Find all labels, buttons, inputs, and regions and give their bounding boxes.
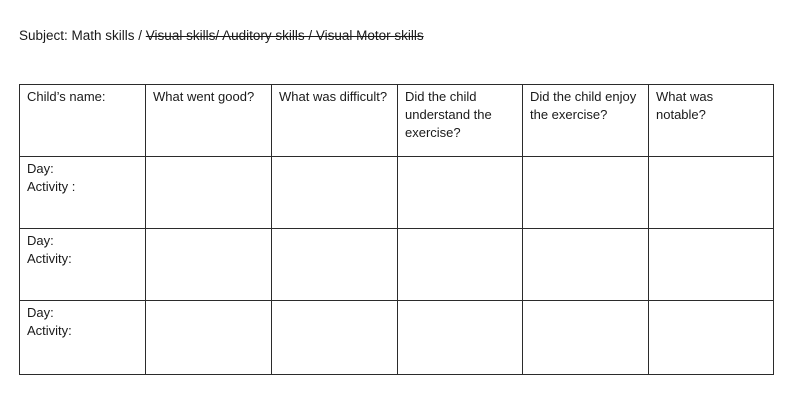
header-understand-exercise: Did the child understand the exercise? — [398, 85, 523, 157]
went-good-cell[interactable] — [146, 229, 272, 301]
enjoy-cell[interactable] — [523, 301, 649, 375]
difficult-cell[interactable] — [272, 301, 398, 375]
header-what-went-good: What went good? — [146, 85, 272, 157]
difficult-cell[interactable] — [272, 229, 398, 301]
day-label: Day: — [27, 161, 54, 176]
enjoy-cell[interactable] — [523, 229, 649, 301]
notable-cell[interactable] — [649, 157, 774, 229]
subject-label: Subject: Math skills / — [19, 28, 146, 43]
day-activity-cell[interactable] — [20, 229, 146, 301]
day-label: Day: — [27, 233, 54, 248]
understand-cell[interactable] — [398, 157, 523, 229]
understand-cell[interactable] — [398, 229, 523, 301]
table-row — [20, 301, 774, 375]
went-good-cell[interactable] — [146, 301, 272, 375]
notable-cell[interactable] — [649, 229, 774, 301]
table-row — [20, 157, 774, 229]
activity-label: Activity: — [27, 323, 72, 338]
table-header-row — [20, 85, 774, 157]
subject-line — [19, 27, 424, 45]
notable-cell[interactable] — [649, 301, 774, 375]
day-label: Day: — [27, 305, 54, 320]
understand-cell[interactable] — [398, 301, 523, 375]
activity-label: Activity : — [27, 179, 76, 194]
activity-label: Activity: — [27, 251, 72, 266]
header-childs-name: Child’s name: — [20, 85, 146, 157]
header-what-was-difficult: What was difficult? — [272, 85, 398, 157]
struck-skills-text: Visual skills/ Auditory skills / Visual Motor skills — [145, 28, 424, 43]
went-good-cell[interactable] — [146, 157, 272, 229]
header-enjoy-exercise: Did the child enjoy the exercise? — [523, 85, 649, 157]
observation-table — [19, 84, 774, 375]
difficult-cell[interactable] — [272, 157, 398, 229]
day-activity-cell[interactable] — [20, 301, 146, 375]
header-what-was-notable: What was notable? — [649, 85, 774, 157]
day-activity-cell[interactable] — [20, 157, 146, 229]
enjoy-cell[interactable] — [523, 157, 649, 229]
table-row — [20, 229, 774, 301]
